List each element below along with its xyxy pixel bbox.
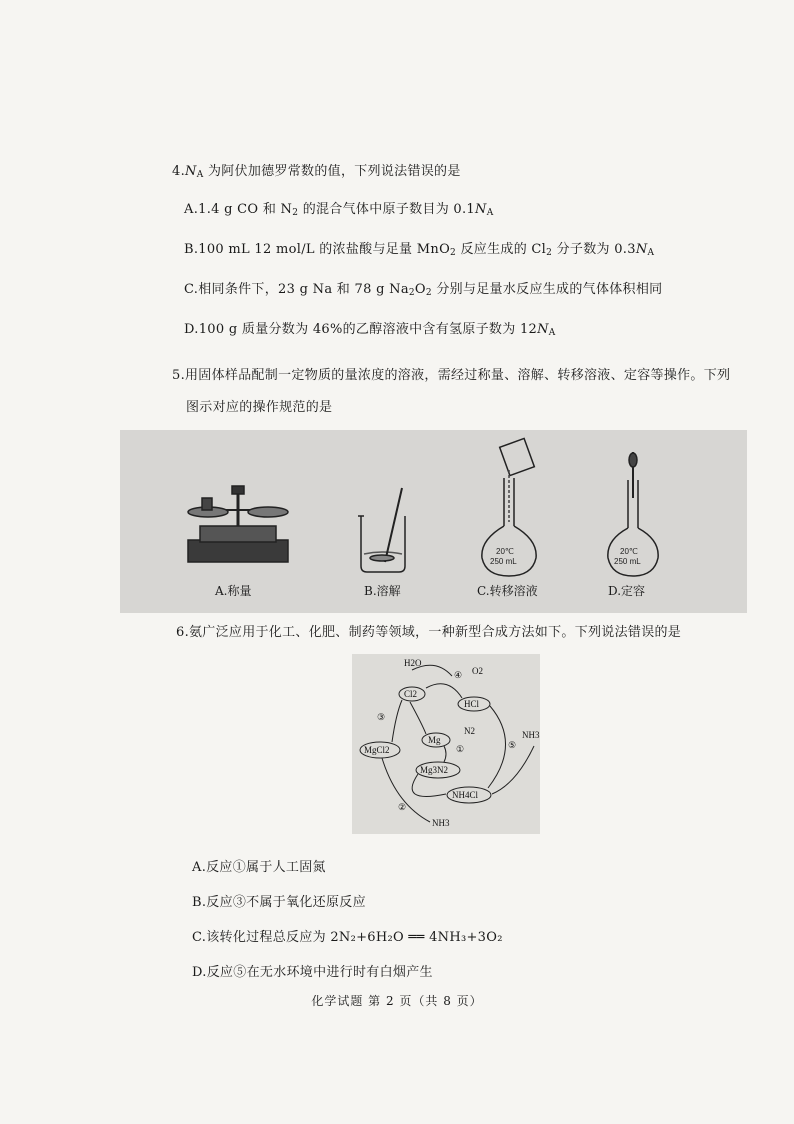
q4-option-a: A.1.4 g CO 和 $N_2$ 的混合气体中原子数目为 $0.1N_A$ (184, 202, 494, 218)
q4-stem: $4.N_A$ 为阿伏加德罗常数的值，下列说法错误的是 (172, 164, 461, 180)
label-o2: O2 (472, 666, 483, 676)
ammonia-synthesis-cycle-diagram (352, 654, 540, 834)
q5-stem-line2: 图示对应的操作规范的是 (186, 400, 333, 415)
label-mg3n2: Mg3N2 (420, 765, 449, 775)
caption-d: D.定容 (608, 584, 646, 598)
label-mgcl2: MgCl2 (364, 745, 390, 755)
label-n2: N2 (464, 726, 475, 736)
arrow-mg-mg3n2 (444, 746, 446, 762)
q4-option-b: B.100 mL 12 mol/L 的浓盐酸与足量 MnO$_2$ 反应生成的 $Cl_2$ 分子数为 $0.3N_A$ (184, 242, 655, 258)
label-nh4cl: NH4Cl (452, 790, 479, 800)
arrow-nh4cl-nh3 (492, 746, 534, 794)
lab-apparatus-photo (120, 430, 747, 613)
caption-c: C.转移溶液 (477, 584, 538, 598)
q4-option-d: D.100 g 质量分数为 46%的乙醇溶液中含有氢原子数为 $12N_A$ (184, 322, 556, 338)
flask-d-volume-label: 250 mL (614, 557, 641, 566)
label-mg: Mg (428, 735, 441, 745)
arrow-cl2-hcl (426, 684, 462, 698)
label-step-3: ③ (377, 712, 386, 722)
q6-option-b: B.反应③不属于氧化还原反应 (192, 895, 366, 910)
balance-icon (188, 486, 288, 562)
flask-c-volume-label: 250 mL (490, 557, 517, 566)
label-nh3-bottom: NH3 (432, 818, 450, 828)
flask-d-temp-label: 20℃ (620, 547, 638, 556)
caption-a: A.称量 (215, 584, 252, 598)
label-step-2: ② (398, 802, 407, 812)
q5-stem-line1: 5.用固体样品配制一定物质的量浓度的溶液，需经过称量、溶解、转移溶液、定容等操作。下列 (172, 368, 731, 383)
arrow-cl2-mg (410, 702, 426, 734)
page-footer: 化学试题 第 2 页（共 8 页） (311, 994, 483, 1008)
q6-option-a: A.反应①属于人工固氮 (192, 860, 326, 875)
q4-option-c: C.相同条件下，23 g Na 和 78 g $Na_2O_2$ 分别与足量水反应生成的气体体积相同 (184, 282, 663, 298)
q6-stem: 6.氨广泛应用于化工、化肥、制药等领域，一种新型合成方法如下。下列说法错误的是 (176, 625, 682, 640)
arrow-mgcl2-cl2 (392, 700, 402, 742)
beaker-icon (358, 488, 405, 572)
caption-b: B.溶解 (364, 584, 401, 598)
label-step-1: ① (456, 744, 465, 754)
label-hcl: HCl (464, 699, 480, 709)
label-cl2: Cl2 (404, 689, 418, 699)
label-nh3-right: NH3 (522, 730, 540, 740)
q6-option-c: C.该转化过程总反应为 2N₂+6H₂O ══ 4NH₃+3O₂ (192, 930, 503, 945)
label-step-5: ⑤ (508, 740, 517, 750)
label-h2o: H2O (404, 658, 422, 668)
label-step-4: ④ (454, 670, 463, 680)
arrow-hcl-nh4cl (488, 706, 506, 788)
q6-option-d: D.反应⑤在无水环境中进行时有白烟产生 (192, 965, 433, 980)
flask-c-temp-label: 20℃ (496, 547, 514, 556)
